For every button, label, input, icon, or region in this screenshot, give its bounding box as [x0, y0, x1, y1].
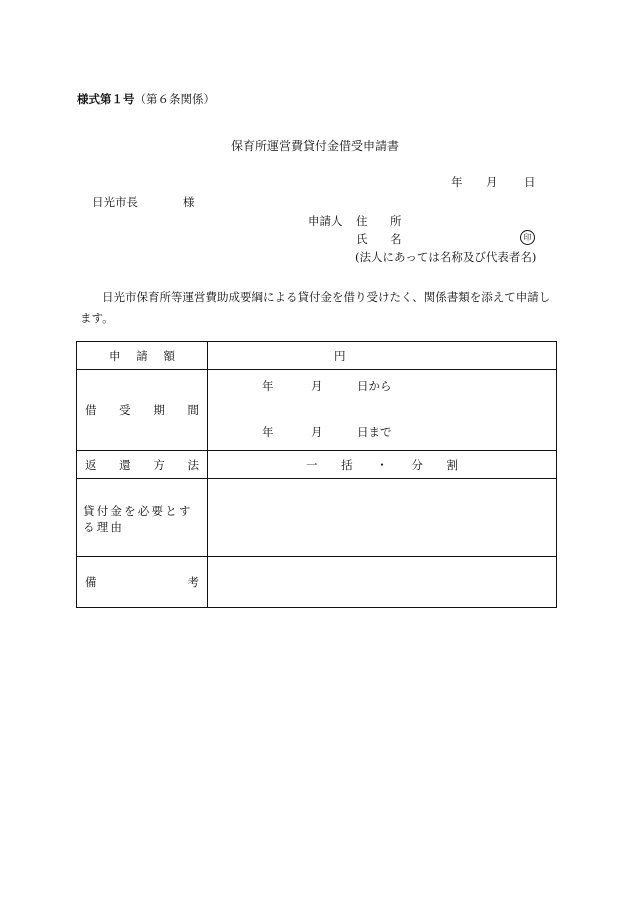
form-relation: （第６条関係）	[134, 92, 215, 106]
period-label-char: 間	[187, 403, 199, 417]
amount-row	[77, 342, 557, 370]
application-table	[76, 341, 557, 608]
period-start	[208, 378, 556, 396]
method-label-char: 返	[85, 457, 97, 472]
period-end-day: 日まで	[357, 425, 392, 439]
period-end-month: 月	[311, 425, 323, 439]
method-option-lump: 括	[341, 457, 353, 472]
amount-label-char: 申	[109, 348, 121, 363]
date-day: 日	[524, 175, 536, 189]
period-start-month: 月	[311, 379, 323, 393]
method-label-char: 還	[119, 457, 131, 472]
reason-label-text: 貸付金を必要とする理由	[83, 504, 193, 534]
method-option-installment: 割	[446, 457, 458, 472]
addressee-honorific: 様	[183, 195, 195, 209]
period-start-year: 年	[262, 379, 274, 393]
method-option-installment: 分	[411, 457, 423, 472]
notes-row	[77, 557, 557, 608]
method-row	[77, 451, 557, 479]
amount-label-char: 請	[136, 348, 148, 363]
period-end-year: 年	[262, 425, 274, 439]
method-option-lump: 一	[306, 457, 318, 472]
date-year: 年	[451, 175, 463, 189]
period-label	[77, 370, 208, 451]
method-value-cell[interactable]	[208, 451, 557, 479]
name-label-2: 名	[390, 232, 402, 246]
period-label-char: 借	[85, 403, 97, 417]
name-label-1: 氏	[356, 232, 368, 246]
seal-icon: 印	[520, 230, 535, 245]
corporate-note: (法人にあっては名称及び代表者名)	[355, 250, 537, 264]
period-end	[208, 424, 556, 442]
addressee-name: 日光市長	[92, 195, 138, 209]
period-start-day: 日から	[357, 379, 392, 393]
address-label-1: 住	[356, 214, 368, 228]
notes-value-cell[interactable]	[208, 557, 557, 608]
reason-label	[77, 479, 208, 557]
form-number: 様式第１号	[77, 92, 135, 106]
amount-value-cell[interactable]	[208, 342, 557, 370]
form-number-line	[77, 91, 215, 107]
amount-label	[77, 342, 208, 370]
notes-label-char: 備	[85, 575, 97, 589]
amount-unit: 円	[334, 348, 346, 363]
notes-label	[77, 557, 208, 608]
period-label-char: 期	[153, 403, 165, 417]
notes-label-char: 考	[187, 575, 199, 589]
method-label-char: 法	[187, 457, 199, 472]
reason-value-cell[interactable]	[208, 479, 557, 557]
document-title: 保育所運営費貸付金借受申請書	[230, 139, 399, 153]
reason-row	[77, 479, 557, 557]
period-row	[77, 370, 557, 451]
method-separator: ・	[376, 457, 388, 472]
applicant-label: 申請人	[308, 214, 343, 228]
application-statement: 日光市保育所等運営費助成要綱による貸付金を借り受けたく、関係書類を添えて申請します。	[80, 290, 551, 325]
period-label-char: 受	[119, 403, 131, 417]
method-label	[77, 451, 208, 479]
address-label-2: 所	[390, 214, 402, 228]
method-label-char: 方	[153, 457, 165, 472]
date-month: 月	[486, 175, 498, 189]
period-value-cell[interactable]	[208, 370, 557, 451]
amount-label-char: 額	[163, 348, 175, 363]
